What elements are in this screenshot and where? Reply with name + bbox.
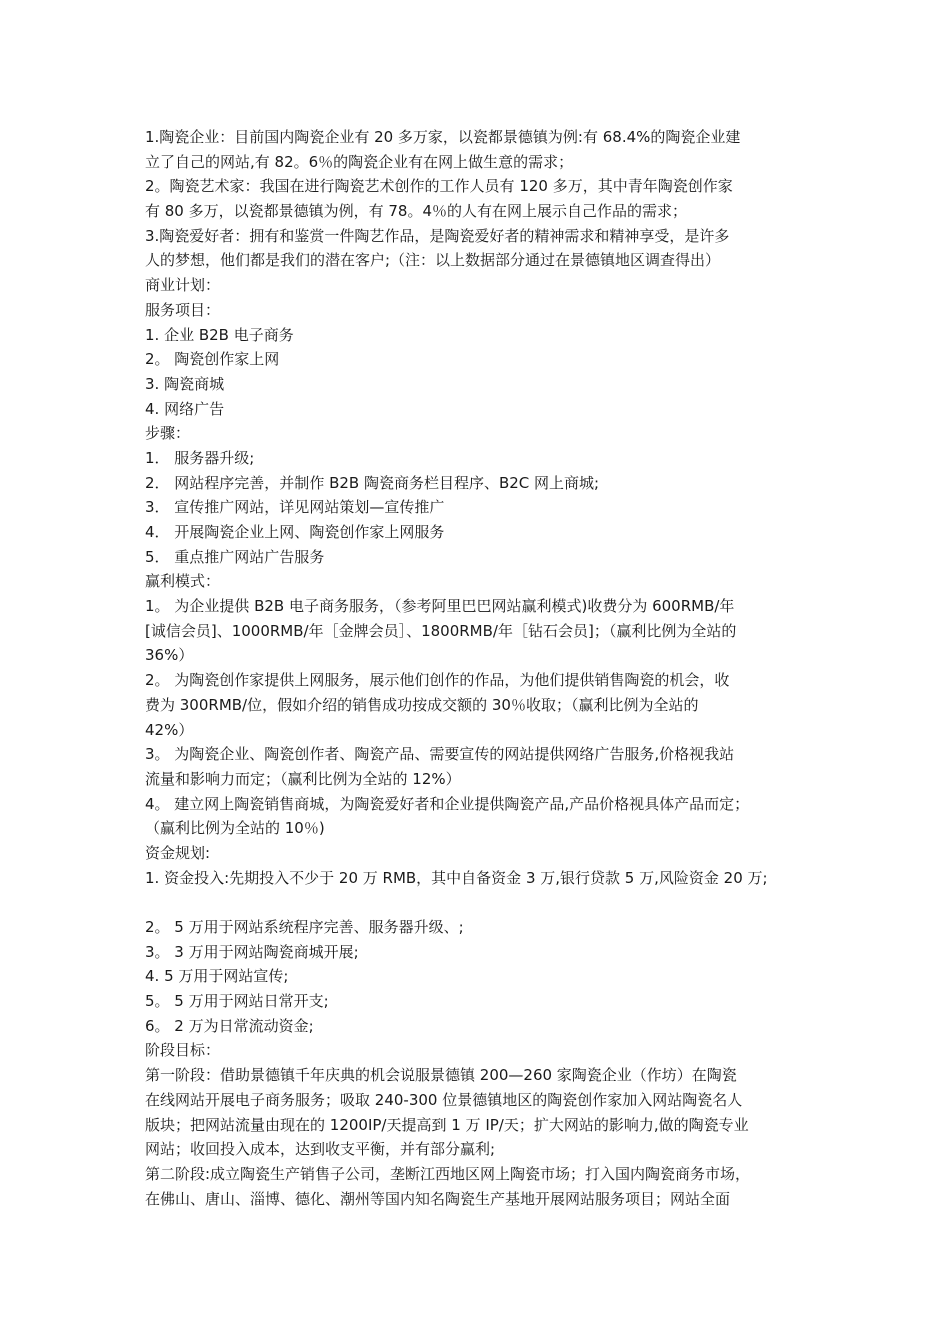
text-line: 3。 为陶瓷企业、陶瓷创作者、陶瓷产品、需要宣传的网站提供网络广告服务,价格视我站 [145,745,735,764]
text-line: 2。 为陶瓷创作家提供上网服务，展示他们创作的作品，为他们提供销售陶瓷的机会，收 [145,671,730,690]
text-line: 流量和影响力而定；（赢利比例为全站的 12%） [145,769,461,788]
text-line: 2。 陶瓷创作家上网 [145,350,280,369]
text-line: 2． 网站程序完善，并制作 B2B 陶瓷商务栏目程序、B2C 网上商城; [145,473,600,492]
text-line: 1． 服务器升级; [145,448,255,467]
text-line: 在线网站开展电子商务服务；吸取 240-300 位景德镇地区的陶瓷创作家加入网站陶瓷名人 [145,1090,743,1109]
text-line: 版块；把网站流量由现在的 1200IP/天提高到 1 万 IP/天；扩大网站的影响力,做的陶瓷专业 [145,1115,749,1134]
text-line: [诚信会员]、1000RMB/年［金牌会员］、1800RMB/年［钻石会员]；（赢利比例为全站的 [145,621,737,640]
text-line: 5。 5 万用于网站日常开支; [145,992,329,1011]
text-line: 阶段目标： [145,1041,221,1060]
text-line: 2。陶瓷艺术家：我国在进行陶瓷艺术创作的工作人员有 120 多万，其中青年陶瓷创作家 [145,177,733,196]
text-line: 有 80 多万，以瓷都景德镇为例，有 78。4％的人有在网上展示自己作品的需求； [145,202,688,221]
text-line: 3. 陶瓷商城 [145,374,225,393]
text-line: 商业计划： [145,276,221,295]
text-line: 5． 重点推广网站广告服务 [145,547,325,566]
text-line: 3。 3 万用于网站陶瓷商城开展; [145,942,359,961]
text-line: 网站；收回投入成本，达到收支平衡，并有部分赢利; [145,1140,496,1159]
text-line: 步骤： [145,424,191,443]
text-line: 1. 企业 B2B 电子商务 [145,325,294,344]
text-line: 42%） [145,720,194,739]
text-line: 1. 资金投入:先期投入不少于 20 万 RMB，其中自备资金 3 万,银行贷款 5 万,风险资金 20 万; [145,868,768,887]
text-line: 4. 5 万用于网站宣传; [145,967,289,986]
text-line: 资金规划: [145,843,211,862]
text-line: 第一阶段：借助景德镇千年庆典的机会说服景德镇 200—260 家陶瓷企业（作坊）在陶瓷 [145,1066,737,1085]
text-line: 1。 为企业提供 B2B 电子商务服务，（参考阿里巴巴网站赢利模式)收费分为 600RMB/年 [145,597,735,616]
text-line: 2。 5 万用于网站系统程序完善、服务器升级、; [145,918,464,936]
text-line: 4． 开展陶瓷企业上网、陶瓷创作家上网服务 [145,523,445,541]
text-line: （赢利比例为全站的 10％) [145,819,325,838]
text-line: 第二阶段:成立陶瓷生产销售子公司，垄断江西地区网上陶瓷市场；打入国内陶瓷商务市场， [145,1164,751,1183]
text-line: 服务项目： [145,300,221,319]
text-line: 4。 建立网上陶瓷销售商城，为陶瓷爱好者和企业提供陶瓷产品,产品价格视具体产品而定； [145,794,750,813]
text-line: 立了自己的网站,有 82。6％的陶瓷企业有在网上做生意的需求； [145,152,574,171]
text-line: 6。 2 万为日常流动资金; [145,1016,314,1035]
text-line: 3.陶瓷爱好者：拥有和鉴赏一件陶艺作品，是陶瓷爱好者的精神需求和精神享受，是许多 [145,226,730,245]
text-line: 在佛山、唐山、淄博、德化、潮州等国内知名陶瓷生产基地开展网站服务项目；网站全面 [145,1189,731,1208]
text-line: 人的梦想，他们都是我们的潜在客户;（注：以上数据部分通过在景德镇地区调查得出） [145,251,721,270]
document-body [145,125,813,1211]
blank-line [145,890,813,915]
text-line: 4. 网络广告 [145,399,225,418]
text-line: 3． 宣传推广网站，详见网站策划—宣传推广 [145,498,445,517]
text-line: 1.陶瓷企业：目前国内陶瓷企业有 20 多万家，以瓷都景德镇为例:有 68.4%的陶瓷企业建 [145,128,741,146]
text-line: 36%） [145,646,194,665]
text-line: 费为 300RMB/位，假如介绍的销售成功按成交额的 30％收取；（赢利比例为全站的 [145,695,699,714]
text-line: 赢利模式： [145,572,221,591]
